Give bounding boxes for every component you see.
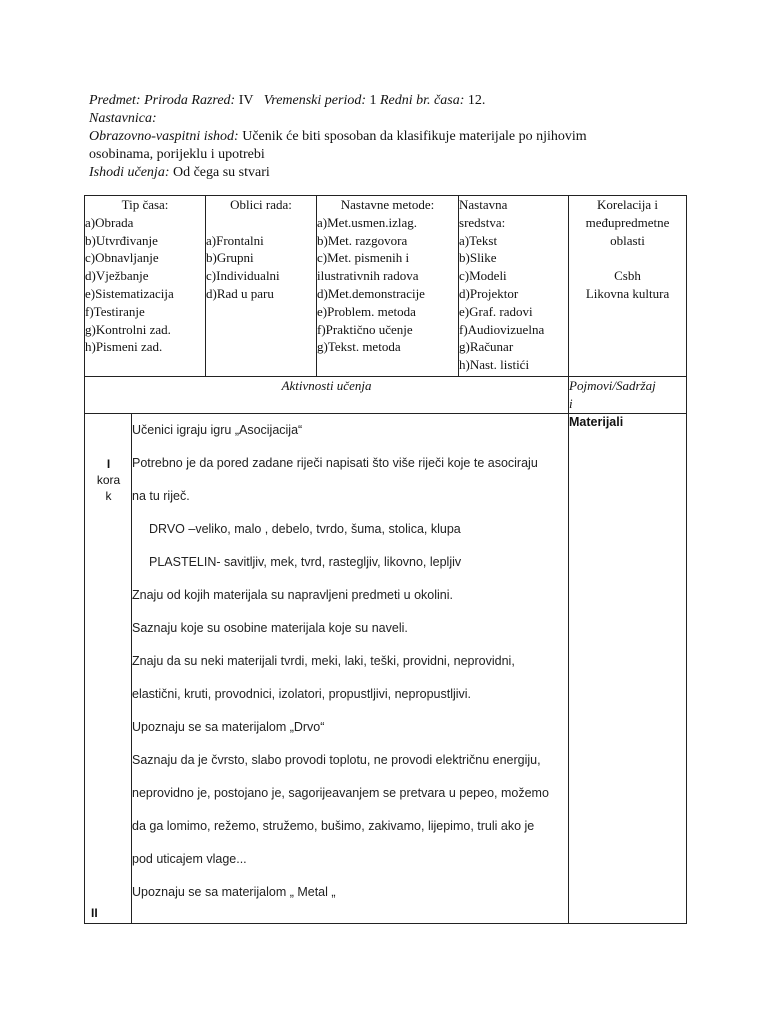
- ishodi-line: [89, 164, 689, 182]
- activities-row: [85, 414, 687, 924]
- korak-line: kora: [96, 473, 121, 487]
- activity-line: Učenici igraju igru „Asocijacija“: [132, 423, 303, 437]
- oblici-rada-item: c)Individualni: [206, 268, 280, 284]
- oblici-rada-item: b)Grupni: [206, 250, 254, 266]
- nastavna-sredstva-item: h)Nast. listići: [459, 357, 530, 373]
- tip-casa-item: f)Testiranje: [85, 303, 145, 319]
- activity-line: neprovidno je, postojano je, sagorijeavanjem se pretvara u pepeo, možemo: [132, 786, 549, 800]
- header-line-1: [89, 92, 689, 110]
- ishodi-value: Od čega su stvari: [172, 165, 270, 180]
- activity-line: na tu riječ.: [132, 489, 190, 503]
- tip-casa-item: c)Obnavljanje: [85, 250, 159, 266]
- nastavne-metode-title: Nastavne metode:: [340, 197, 435, 212]
- tip-casa-item: h)Pismeni zad.: [85, 339, 163, 355]
- tip-casa-item: d)Vježbanje: [85, 268, 149, 284]
- aktivnosti-heading: Aktivnosti učenja: [85, 377, 569, 414]
- nastavne-metode-item: d)Met.demonstracije: [317, 285, 425, 301]
- nastavna-sredstva-item: b)Slike: [459, 250, 497, 266]
- activity-line: PLASTELIN- savitljiv, mek, tvrd, rastegljiv, likovno, lepljiv: [149, 555, 462, 569]
- tip-casa-item: g)Kontrolni zad.: [85, 321, 171, 337]
- activity-line: Znaju od kojih materijala su napravljeni predmeti u okolini.: [132, 588, 454, 602]
- nastavna-sredstva-title: Nastavna: [459, 197, 508, 212]
- ishod-value-1: Učenik će biti sposoban da klasifikuje materijale po njihovim: [242, 129, 587, 144]
- redni-value: 12.: [467, 93, 486, 108]
- methods-row: [85, 196, 687, 377]
- activity-line: elastični, kruti, provodnici, izolatori, propustljivi, nepropustljivi.: [132, 687, 472, 701]
- tip-casa-item: b)Utvrđivanje: [85, 232, 158, 248]
- lesson-plan-table: [84, 195, 687, 924]
- korak-i-label: [85, 456, 132, 504]
- nastavne-metode-item: c)Met. pismenih i: [317, 250, 410, 266]
- nastavna-sredstva-item: e)Graf. radovi: [459, 303, 533, 319]
- nastavna-sredstva-item: c)Modeli: [459, 268, 507, 284]
- pojmovi-heading-line: i: [569, 396, 573, 411]
- redni-label: Redni br. časa:: [380, 93, 465, 108]
- concept-cell: [569, 414, 687, 924]
- pojmovi-heading: [569, 377, 687, 414]
- ishodi-label: Ishodi učenja:: [89, 165, 170, 180]
- ishod-value-2: osobinama, porijeklu i upotrebi: [89, 147, 265, 162]
- tip-casa-item: e)Sistematizacija: [85, 285, 174, 301]
- activity-line: Potrebno je da pored zadane riječi napisati što više riječi koje te asociraju: [132, 456, 538, 470]
- tip-casa-title: Tip časa:: [121, 197, 169, 212]
- nastavna-sredstva-item: f)Audiovizuelna: [459, 321, 545, 337]
- activity-line: da ga lomimo, režemo, stružemo, bušimo, zakivamo, lijepimo, truli ako je: [132, 819, 535, 833]
- tip-casa-cell: [85, 196, 206, 377]
- tip-casa-item: a)Obrada: [85, 214, 134, 230]
- activities-header-row: [85, 377, 687, 414]
- korelacija-cell: [569, 196, 687, 377]
- predmet-value: Priroda: [144, 93, 188, 108]
- korak-line: I: [106, 457, 111, 471]
- korak-line: k: [105, 489, 112, 503]
- korelacija-title: oblasti: [610, 232, 645, 248]
- pojmovi-heading-line: Pojmovi/Sadržaj: [569, 378, 656, 393]
- period-value: 1: [369, 93, 377, 108]
- activity-line: DRVO –veliko, malo , debelo, tvrdo, šuma, stolica, klupa: [149, 522, 461, 536]
- korak-cell: [85, 414, 132, 924]
- nastavna-sredstva-title: sredstva:: [459, 214, 506, 230]
- ishod-line: [89, 128, 689, 146]
- lesson-header: [89, 92, 689, 182]
- oblici-rada-title: Oblici rada:: [230, 197, 292, 212]
- concept-materijali: Materijali: [569, 415, 624, 429]
- korelacija-title: Korelacija i: [597, 197, 659, 212]
- activity-line: Saznaju koje su osobine materijala koje su naveli.: [132, 621, 408, 635]
- korelacija-item: Likovna kultura: [585, 285, 670, 301]
- nastavnica-label: Nastavnica:: [89, 111, 157, 126]
- korak-ii-label: II: [91, 906, 98, 920]
- oblici-rada-cell: [206, 196, 317, 377]
- nastavne-metode-item: a)Met.usmen.izlag.: [317, 214, 418, 230]
- nastavna-sredstva-item: d)Projektor: [459, 285, 519, 301]
- ishod-label: Obrazovno-vaspitni ishod:: [89, 129, 239, 144]
- nastavne-metode-item: e)Problem. metoda: [317, 303, 416, 319]
- razred-label: Razred:: [191, 93, 236, 108]
- nastavne-metode-item: b)Met. razgovora: [317, 232, 408, 248]
- activities-cell: [132, 414, 569, 924]
- oblici-rada-item: d)Rad u paru: [206, 285, 274, 301]
- nastavna-sredstva-item: a)Tekst: [459, 232, 498, 248]
- nastavne-metode-cell: [317, 196, 459, 377]
- korelacija-item: Csbh: [614, 268, 641, 284]
- nastavna-sredstva-cell: [459, 196, 569, 377]
- nastavne-metode-item: f)Praktično učenje: [317, 321, 413, 337]
- korelacija-title: međupredmetne: [585, 214, 670, 230]
- oblici-rada-item: a)Frontalni: [206, 232, 264, 248]
- predmet-label: Predmet:: [89, 93, 141, 108]
- nastavne-metode-item: g)Tekst. metoda: [317, 339, 401, 355]
- period-label: Vremenski period:: [263, 93, 366, 108]
- nastavne-metode-item: ilustrativnih radova: [317, 268, 419, 284]
- activity-line: Upoznaju se sa materijalom „Drvo“: [132, 720, 325, 734]
- activity-line: Saznaju da je čvrsto, slabo provodi toplotu, ne provodi električnu energiju,: [132, 753, 541, 767]
- nastavna-sredstva-item: g)Računar: [459, 339, 514, 355]
- activity-line: pod uticajem vlage...: [132, 852, 247, 866]
- activity-line: Znaju da su neki materijali tvrdi, meki, laki, teški, providni, neprovidni,: [132, 654, 515, 668]
- razred-value: IV: [238, 93, 254, 108]
- activity-line: Upoznaju se sa materijalom „ Metal „: [132, 885, 336, 899]
